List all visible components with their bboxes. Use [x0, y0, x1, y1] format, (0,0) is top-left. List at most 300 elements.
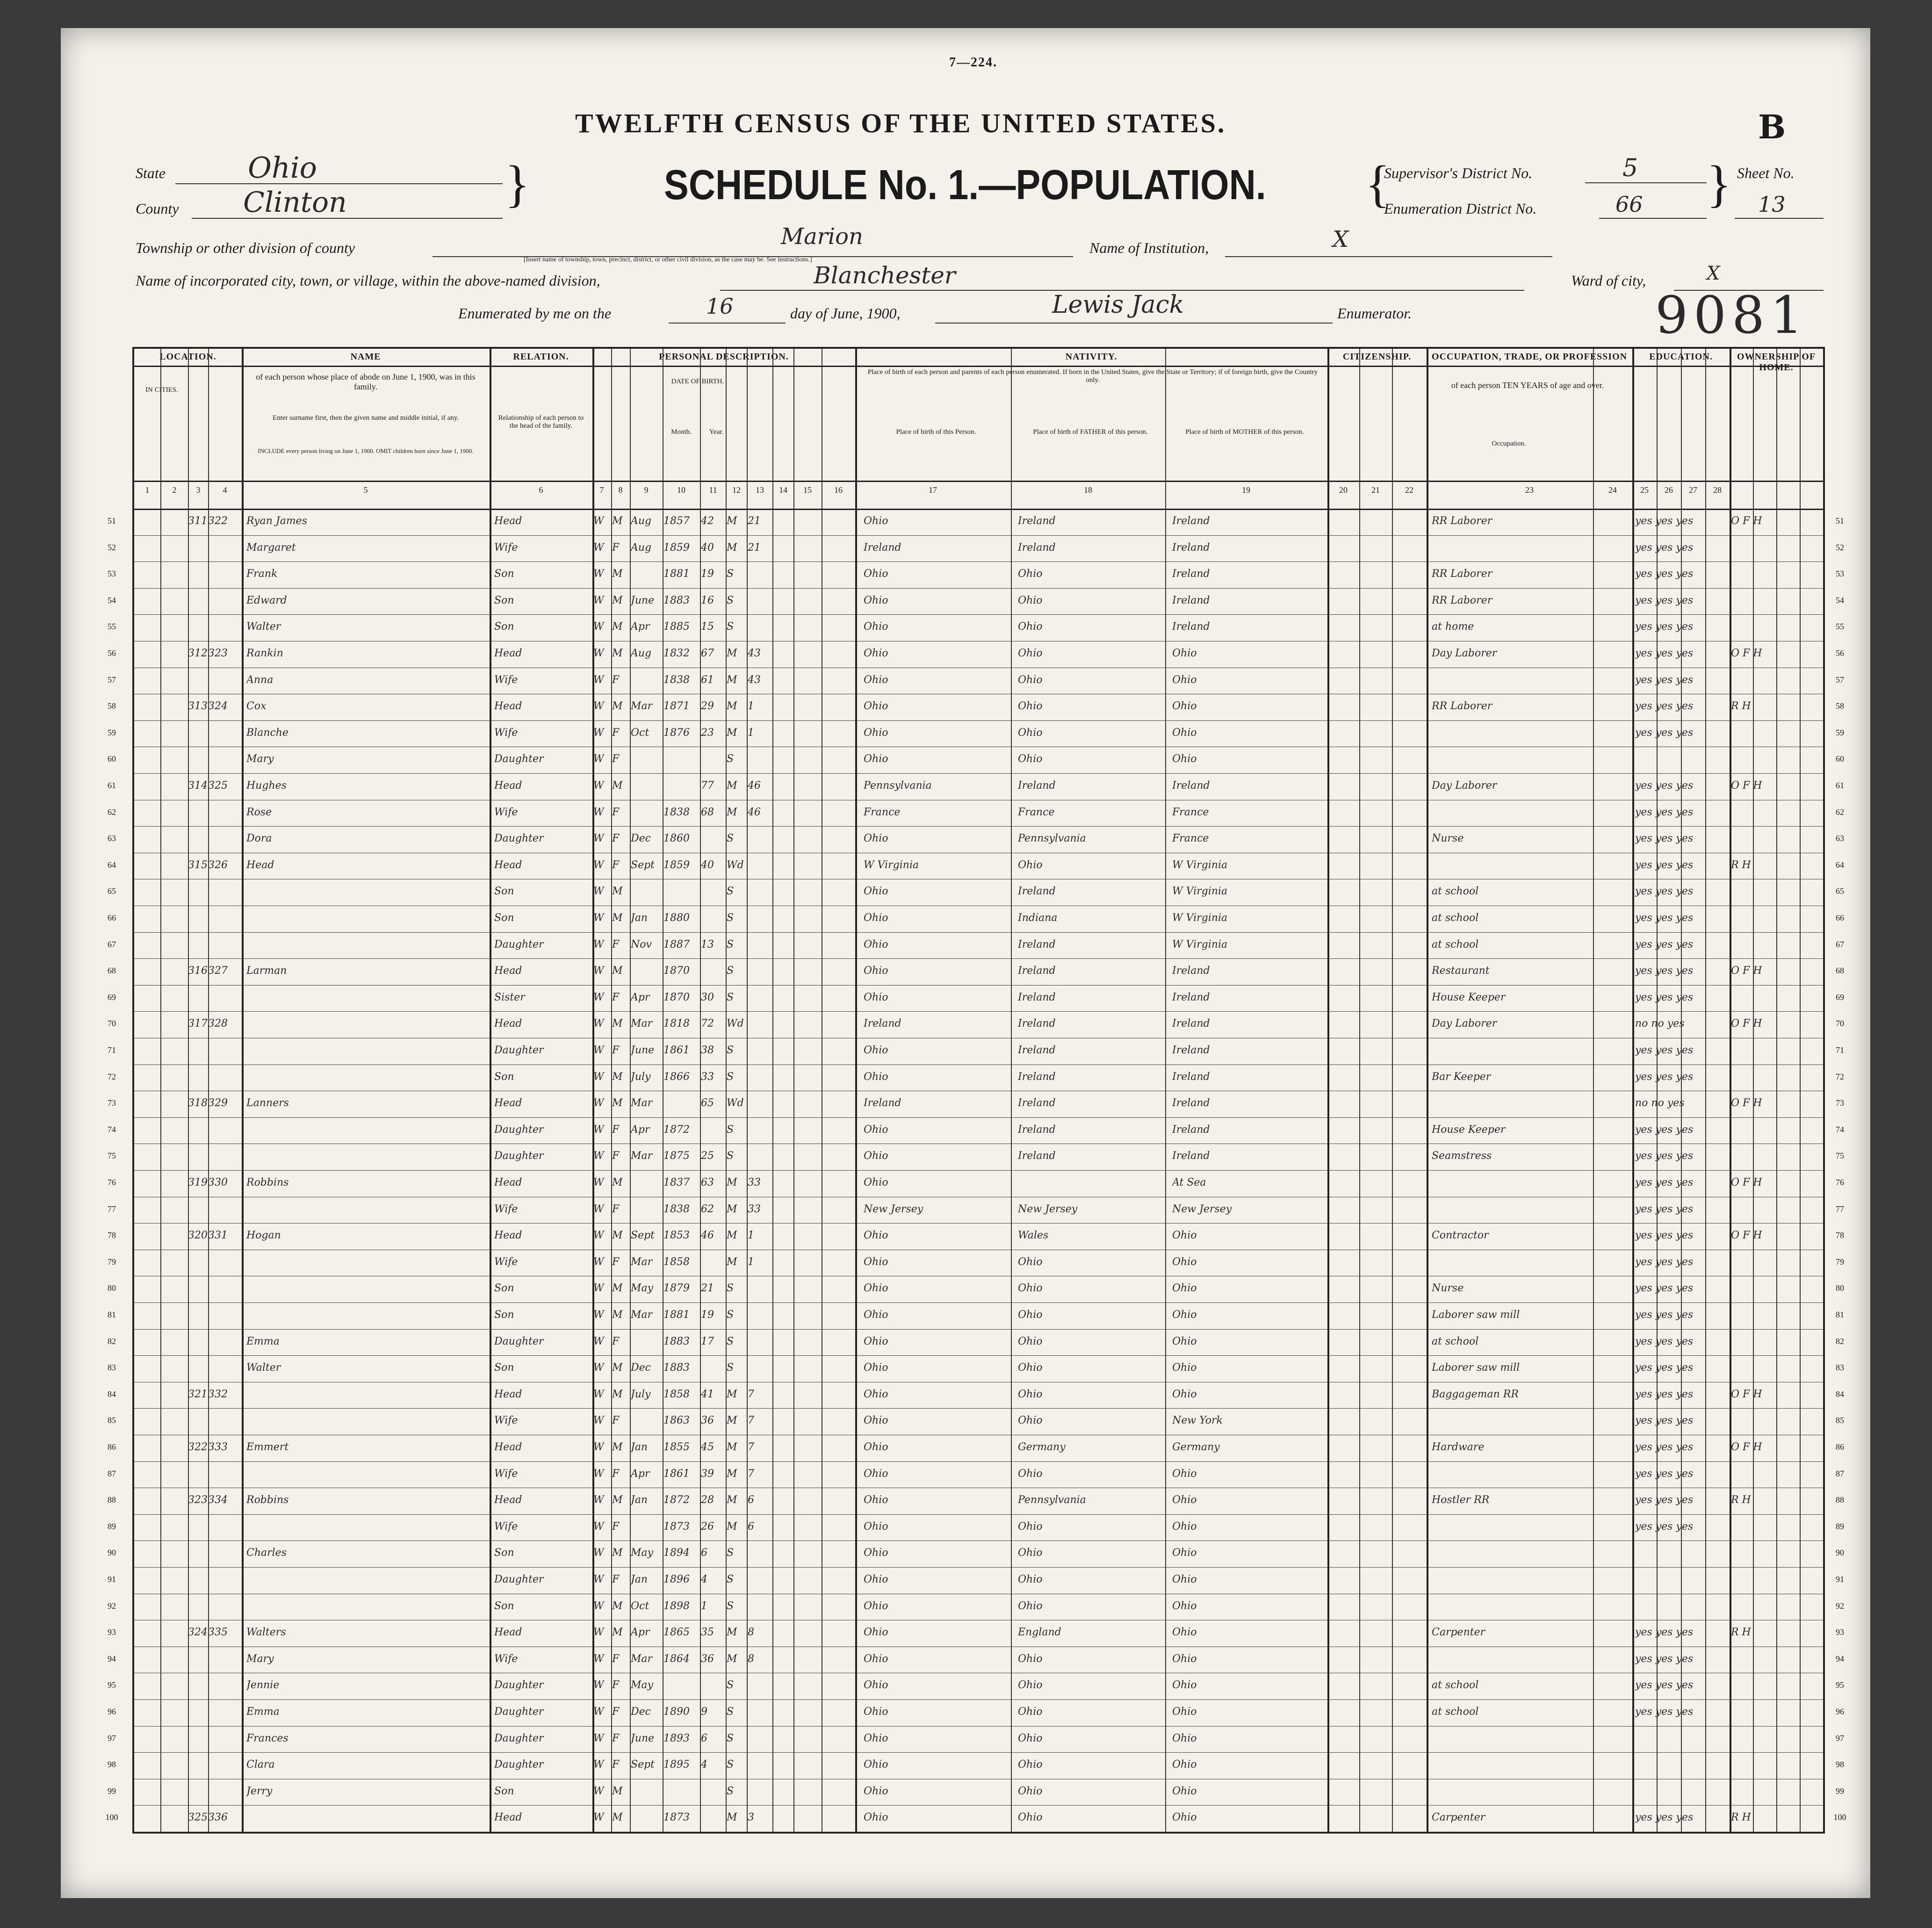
column-number: 19 [1242, 485, 1250, 495]
marital-status-cell: M [727, 1520, 737, 1532]
line-number-right: 68 [1836, 966, 1844, 976]
line-number-right: 99 [1836, 1786, 1844, 1796]
line-number-right: 92 [1836, 1601, 1844, 1611]
birthplace-mother-cell: Ohio [1172, 1759, 1197, 1771]
years-married-cell: 7 [748, 1415, 754, 1427]
name-cell: Robbins [246, 1177, 289, 1188]
occupation-cell: Bar Keeper [1432, 1071, 1491, 1083]
column-number: 20 [1339, 485, 1348, 495]
line-number-right: 55 [1836, 622, 1844, 632]
group-personal: PERSONAL DESCRIPTION. [659, 352, 789, 362]
birth-year-cell: 1896 [663, 1574, 690, 1585]
birthplace-father-cell: Ohio [1018, 674, 1043, 686]
birthplace-mother-cell: Ohio [1172, 1812, 1197, 1824]
birthplace-person-cell: Ohio [864, 674, 888, 686]
education-cell: yes yes yes [1635, 621, 1694, 633]
birthplace-mother-cell: France [1172, 806, 1209, 818]
age-cell: 21 [701, 1282, 714, 1295]
family-number-cell: 331 [208, 1230, 228, 1242]
years-married-cell: 3 [748, 1812, 754, 1824]
ward-value: X [1707, 263, 1720, 284]
years-married-cell: 43 [748, 647, 761, 659]
line-number: 52 [108, 542, 116, 552]
birthplace-person-cell: Ohio [864, 1706, 888, 1718]
education-cell: yes yes yes [1635, 1150, 1694, 1162]
sex-cell: F [612, 833, 620, 845]
line-number-right: 83 [1836, 1363, 1844, 1373]
color-cell: W [593, 885, 604, 898]
township-label: Township or other division of county [136, 239, 355, 256]
birth-year-cell: 1879 [663, 1282, 690, 1295]
birthplace-mother-cell: Ireland [1172, 1071, 1210, 1083]
birthplace-person-cell: Ohio [864, 1044, 888, 1056]
birthplace-person-cell: Ohio [864, 594, 888, 606]
schedule-title: SCHEDULE No. 1.—POPULATION. [664, 162, 1266, 209]
sex-cell: M [612, 1230, 623, 1242]
age-cell: 26 [701, 1520, 714, 1532]
age-cell: 36 [701, 1415, 714, 1427]
education-cell: yes yes yes [1635, 1362, 1694, 1374]
sex-cell: M [612, 1097, 623, 1109]
relation-cell: Daughter [494, 833, 544, 845]
years-married-cell: 6 [748, 1494, 754, 1506]
line-number-right: 89 [1836, 1521, 1844, 1531]
years-married-cell: 7 [748, 1388, 754, 1400]
years-married-cell: 8 [748, 1626, 754, 1639]
sheet-letter: B [1758, 108, 1786, 146]
birthplace-father-cell: Ireland [1018, 885, 1056, 898]
line-number-right: 87 [1836, 1468, 1844, 1478]
marital-status-cell: S [727, 1732, 734, 1744]
table-row [108, 906, 1844, 932]
years-married-cell: 33 [748, 1177, 761, 1188]
birthplace-person-cell: Pennsylvania [864, 780, 932, 791]
education-cell: yes yes yes [1635, 1441, 1694, 1453]
sex-cell: M [612, 515, 623, 527]
age-cell: 63 [701, 1177, 714, 1188]
name-cell: Emma [246, 1335, 280, 1347]
birth-year-cell: 1838 [663, 806, 690, 818]
table-row [108, 1329, 1844, 1356]
birthplace-person-cell: Ireland [864, 541, 901, 554]
relation-cell: Wife [494, 1468, 518, 1480]
education-cell: yes yes yes [1635, 1282, 1694, 1295]
birthplace-person-cell: Ohio [864, 621, 888, 633]
birth-month-cell: May [631, 1282, 654, 1295]
color-cell: W [593, 1732, 604, 1744]
education-cell: yes yes yes [1635, 1520, 1694, 1532]
column-number: 6 [539, 485, 543, 495]
sex-cell: M [612, 621, 623, 633]
line-number: 65 [108, 886, 116, 896]
marital-status-cell: M [727, 1468, 737, 1480]
color-cell: W [593, 1547, 604, 1559]
marital-status-cell: M [727, 1203, 737, 1215]
color-cell: W [593, 1123, 604, 1136]
age-cell: 4 [701, 1574, 707, 1585]
house-number-cell: 311 [188, 515, 208, 527]
education-cell: yes yes yes [1635, 541, 1694, 554]
ownership-cell: R H [1731, 1626, 1751, 1639]
color-cell: W [593, 1335, 604, 1347]
years-married-cell: 7 [748, 1468, 754, 1480]
line-number-right: 69 [1836, 992, 1844, 1002]
line-number: 78 [108, 1230, 116, 1240]
table-row [108, 614, 1844, 641]
sex-cell: F [612, 1759, 620, 1771]
color-cell: W [593, 515, 604, 527]
sex-cell: M [612, 1812, 623, 1824]
birth-year-cell: 1881 [663, 568, 690, 580]
column-number: 28 [1713, 485, 1722, 495]
birthplace-person-cell: New Jersey [864, 1203, 923, 1215]
name-cell: Dora [246, 833, 272, 845]
marital-status-cell: Wd [727, 859, 744, 871]
table-row [108, 1461, 1844, 1488]
relation-cell: Daughter [494, 1044, 544, 1056]
color-cell: W [593, 1468, 604, 1480]
line-number-right: 60 [1836, 754, 1844, 764]
relation-cell: Head [494, 1812, 522, 1824]
name-cell: Mary [246, 1653, 274, 1665]
line-number: 64 [108, 860, 116, 870]
birth-month-cell: Jan [631, 1494, 648, 1506]
education-cell: yes yes yes [1635, 806, 1694, 818]
age-cell: 19 [701, 1309, 714, 1321]
line-number: 91 [108, 1575, 116, 1584]
line-number: 96 [108, 1707, 116, 1716]
birthplace-person-cell: Ohio [864, 1309, 888, 1321]
relation-cell: Head [494, 647, 522, 659]
sex-cell: M [612, 1177, 623, 1188]
ownership-cell: O F H [1731, 1018, 1762, 1030]
sex-cell: M [612, 700, 623, 712]
birth-year-cell: 1870 [663, 991, 690, 1003]
marital-status-cell: M [727, 700, 737, 712]
occupation-cell: at school [1432, 1679, 1479, 1691]
table-row [108, 1382, 1844, 1409]
marital-status-cell: M [727, 780, 737, 791]
occupation-cell: Hostler RR [1432, 1494, 1490, 1506]
birthplace-father-cell: Ohio [1018, 859, 1043, 871]
table-row [108, 1170, 1844, 1197]
sex-cell: M [612, 780, 623, 791]
education-cell: yes yes yes [1635, 1256, 1694, 1268]
table-row [108, 1540, 1844, 1567]
sex-cell: M [612, 1600, 623, 1612]
ownership-cell: R H [1731, 700, 1751, 712]
table-row [108, 1091, 1844, 1117]
color-cell: W [593, 727, 604, 739]
group-occupation: OCCUPATION, TRADE, OR PROFESSION [1431, 352, 1628, 362]
birthplace-mother-cell: Ireland [1172, 1150, 1210, 1162]
birthplace-father-cell: Ohio [1018, 1600, 1043, 1612]
city-value: Blanchester [814, 262, 956, 289]
age-cell: 6 [701, 1547, 707, 1559]
birth-month-cell: Oct [631, 727, 649, 739]
color-cell: W [593, 912, 604, 924]
line-number-right: 86 [1836, 1442, 1844, 1452]
birthplace-person-cell: Ohio [864, 1600, 888, 1612]
line-number: 74 [108, 1124, 116, 1134]
birthplace-father-cell: Ohio [1018, 1362, 1043, 1374]
birthplace-father-cell: Ohio [1018, 1256, 1043, 1268]
line-number-right: 84 [1836, 1389, 1844, 1399]
birth-month-cell: Aug [631, 515, 652, 527]
education-cell: no no yes [1635, 1097, 1685, 1109]
family-number-cell: 327 [208, 965, 228, 977]
birthplace-father-cell: Ohio [1018, 1282, 1043, 1295]
line-number-right: 57 [1836, 675, 1844, 684]
line-number: 51 [108, 516, 116, 525]
birthplace-person-cell: Ohio [864, 1362, 888, 1374]
color-cell: W [593, 1441, 604, 1453]
age-cell: 23 [701, 727, 714, 739]
birthplace-father-cell: Ohio [1018, 1812, 1043, 1824]
family-number-cell: 326 [208, 859, 228, 871]
line-number-right: 90 [1836, 1548, 1844, 1558]
supervisor-value: 5 [1622, 154, 1638, 182]
education-cell: yes yes yes [1635, 1706, 1694, 1718]
color-cell: W [593, 700, 604, 712]
line-number: 85 [108, 1416, 116, 1425]
birth-year-cell: 1858 [663, 1256, 690, 1268]
line-number: 76 [108, 1178, 116, 1187]
relation-cell: Wife [494, 541, 518, 554]
house-number-cell: 318 [188, 1097, 208, 1109]
table-row [108, 509, 1844, 535]
education-cell: yes yes yes [1635, 912, 1694, 924]
table-row [108, 720, 1844, 747]
birthplace-father-cell: Ohio [1018, 1785, 1043, 1797]
birthplace-person-cell: Ohio [864, 1468, 888, 1480]
marital-status-cell: M [727, 1388, 737, 1400]
color-cell: W [593, 806, 604, 818]
birthplace-person-cell: Ohio [864, 647, 888, 659]
age-cell: 1 [701, 1600, 707, 1612]
birth-person-label: Place of birth of this Person. [896, 428, 976, 436]
sex-cell: F [612, 1150, 620, 1162]
birth-year-cell: 1883 [663, 1335, 690, 1347]
birthplace-father-cell: Ohio [1018, 1415, 1043, 1427]
birthplace-father-cell: Ohio [1018, 594, 1043, 606]
birthplace-mother-cell: Ohio [1172, 1547, 1197, 1559]
birthplace-father-cell: Ireland [1018, 1123, 1056, 1136]
name-cell: Emma [246, 1706, 280, 1718]
occupation-cell: Nurse [1432, 1282, 1464, 1295]
line-number-right: 76 [1836, 1178, 1844, 1187]
marital-status-cell: S [727, 885, 734, 898]
sex-cell: M [612, 965, 623, 977]
birthplace-mother-cell: Ohio [1172, 1494, 1197, 1506]
relation-cell: Wife [494, 1203, 518, 1215]
birthplace-mother-cell: Ireland [1172, 991, 1210, 1003]
table-row [108, 1647, 1844, 1673]
marital-status-cell: M [727, 1441, 737, 1453]
line-number-right: 51 [1836, 516, 1844, 525]
marital-status-cell: S [727, 965, 734, 977]
sex-cell: M [612, 1282, 623, 1295]
color-cell: W [593, 965, 604, 977]
relation-cell: Head [494, 780, 522, 791]
house-number-cell: 325 [188, 1812, 208, 1824]
birthplace-father-cell: Germany [1018, 1441, 1066, 1453]
column-number: 27 [1689, 485, 1697, 495]
line-number-right: 70 [1836, 1019, 1844, 1029]
color-cell: W [593, 753, 604, 765]
birthplace-mother-cell: Ohio [1172, 1309, 1197, 1321]
line-number: 98 [108, 1760, 116, 1770]
enumeration-label: Enumeration District No. [1384, 200, 1537, 217]
name-cell: Rankin [246, 647, 283, 659]
birth-month-cell: July [631, 1388, 651, 1400]
relation-description: Relationship of each person to the head of the family. [498, 414, 584, 430]
column-number: 14 [779, 485, 787, 495]
sex-cell: F [612, 1468, 620, 1480]
birth-year-cell: 1895 [663, 1759, 690, 1771]
sex-cell: M [612, 912, 623, 924]
age-cell: 72 [701, 1018, 714, 1030]
table-row [108, 561, 1844, 588]
birthplace-mother-cell: Ohio [1172, 1706, 1197, 1718]
years-married-cell: 8 [748, 1653, 754, 1665]
color-cell: W [593, 1282, 604, 1295]
line-number-right: 98 [1836, 1760, 1844, 1770]
table-row [108, 958, 1844, 985]
line-number: 93 [108, 1627, 116, 1637]
table-row [108, 1250, 1844, 1276]
line-number: 63 [108, 834, 116, 843]
marital-status-cell: Wd [727, 1018, 744, 1030]
name-cell: Larman [246, 965, 287, 977]
birthplace-father-cell: Pennsylvania [1018, 1494, 1086, 1506]
years-married-cell: 43 [748, 674, 761, 686]
relation-cell: Son [494, 594, 514, 606]
birthplace-mother-cell: Ireland [1172, 594, 1210, 606]
name-cell: Cox [246, 700, 267, 712]
occupation-cell: Day Laborer [1432, 780, 1497, 791]
birthplace-father-cell: Pennsylvania [1018, 833, 1086, 845]
relation-cell: Head [494, 1230, 522, 1242]
column-number: 17 [929, 485, 937, 495]
birth-year-cell: 1876 [663, 727, 690, 739]
sex-cell: F [612, 1044, 620, 1056]
relation-cell: Daughter [494, 753, 544, 765]
line-number-right: 73 [1836, 1098, 1844, 1108]
table-row [108, 1567, 1844, 1594]
birthplace-father-cell: Ireland [1018, 1097, 1056, 1109]
name-cell: Hogan [246, 1230, 281, 1242]
age-cell: 39 [701, 1468, 714, 1480]
birthplace-mother-cell: Ireland [1172, 541, 1210, 554]
color-cell: W [593, 621, 604, 633]
birthplace-father-cell: Ohio [1018, 1574, 1043, 1585]
education-cell: yes yes yes [1635, 594, 1694, 606]
education-cell: yes yes yes [1635, 833, 1694, 845]
birth-year-cell: 1838 [663, 1203, 690, 1215]
education-cell: yes yes yes [1635, 1388, 1694, 1400]
name-cell: Lanners [246, 1097, 289, 1109]
marital-status-cell: S [727, 1150, 734, 1162]
birthplace-mother-cell: W Virginia [1172, 912, 1228, 924]
sex-cell: M [612, 1547, 623, 1559]
birthplace-father-cell: France [1018, 806, 1055, 818]
institution-label: Name of Institution, [1089, 239, 1209, 256]
birthplace-mother-cell: Ireland [1172, 515, 1210, 527]
birthplace-person-cell: Ohio [864, 833, 888, 845]
birth-year-cell: 1832 [663, 647, 690, 659]
birthplace-father-cell: Ohio [1018, 727, 1043, 739]
sex-cell: F [612, 806, 620, 818]
birthplace-mother-cell: Ohio [1172, 1520, 1197, 1532]
line-number-right: 82 [1836, 1336, 1844, 1346]
relation-cell: Daughter [494, 938, 544, 950]
birth-month-cell: Apr [631, 1123, 650, 1136]
sex-cell: F [612, 753, 620, 765]
marital-status-cell: S [727, 938, 734, 950]
birth-month-cell: Mar [631, 1150, 653, 1162]
line-number: 77 [108, 1204, 116, 1214]
group-nativity: NATIVITY. [1065, 352, 1117, 362]
table-row [108, 535, 1844, 562]
township-note: [Insert name of township, town, precinct, district, or other civil division, as the case may be. See instructions.] [524, 256, 812, 263]
birth-year-cell: 1863 [663, 1415, 690, 1427]
birthplace-person-cell: Ohio [864, 1653, 888, 1665]
marital-status-cell: S [727, 1679, 734, 1691]
state-label: State [136, 165, 166, 181]
birth-month-cell: Mar [631, 1018, 653, 1030]
family-number-cell: 325 [208, 780, 228, 791]
table-row [108, 1408, 1844, 1435]
table-row [108, 826, 1844, 853]
sex-cell: F [612, 938, 620, 950]
relation-cell: Head [494, 859, 522, 871]
line-number: 72 [108, 1072, 116, 1081]
line-number-right: 95 [1836, 1680, 1844, 1690]
line-number-right: 59 [1836, 727, 1844, 737]
birthplace-mother-cell: Ohio [1172, 674, 1197, 686]
line-number: 100 [105, 1813, 118, 1822]
birth-year-cell: 1883 [663, 594, 690, 606]
birthplace-father-cell: Ireland [1018, 1018, 1056, 1030]
birthplace-father-cell: Ohio [1018, 1520, 1043, 1532]
line-number: 62 [108, 807, 116, 817]
column-number: 16 [834, 485, 843, 495]
age-cell: 6 [701, 1732, 707, 1744]
line-number: 55 [108, 622, 116, 632]
name-cell: Jennie [246, 1679, 280, 1691]
name-cell: Robbins [246, 1494, 289, 1506]
in-cities-label: IN CITIES. [145, 386, 178, 394]
age-cell: 29 [701, 700, 714, 712]
birth-month-cell: Apr [631, 991, 650, 1003]
line-number: 87 [108, 1468, 116, 1478]
marital-status-cell: S [727, 1335, 734, 1347]
sex-cell: F [612, 1123, 620, 1136]
name-cell: Hughes [246, 780, 287, 791]
ownership-cell: O F H [1731, 1441, 1762, 1453]
birthplace-person-cell: Ohio [864, 1812, 888, 1824]
line-number-right: 71 [1836, 1045, 1844, 1055]
sex-cell: M [612, 1441, 623, 1453]
birth-month-cell: June [631, 1044, 655, 1056]
birth-year-cell: 1898 [663, 1600, 690, 1612]
relation-cell: Head [494, 1177, 522, 1188]
line-number-right: 65 [1836, 886, 1844, 896]
table-row [105, 1805, 1846, 1832]
line-number-right: 61 [1836, 781, 1844, 790]
sex-cell: M [612, 1388, 623, 1400]
